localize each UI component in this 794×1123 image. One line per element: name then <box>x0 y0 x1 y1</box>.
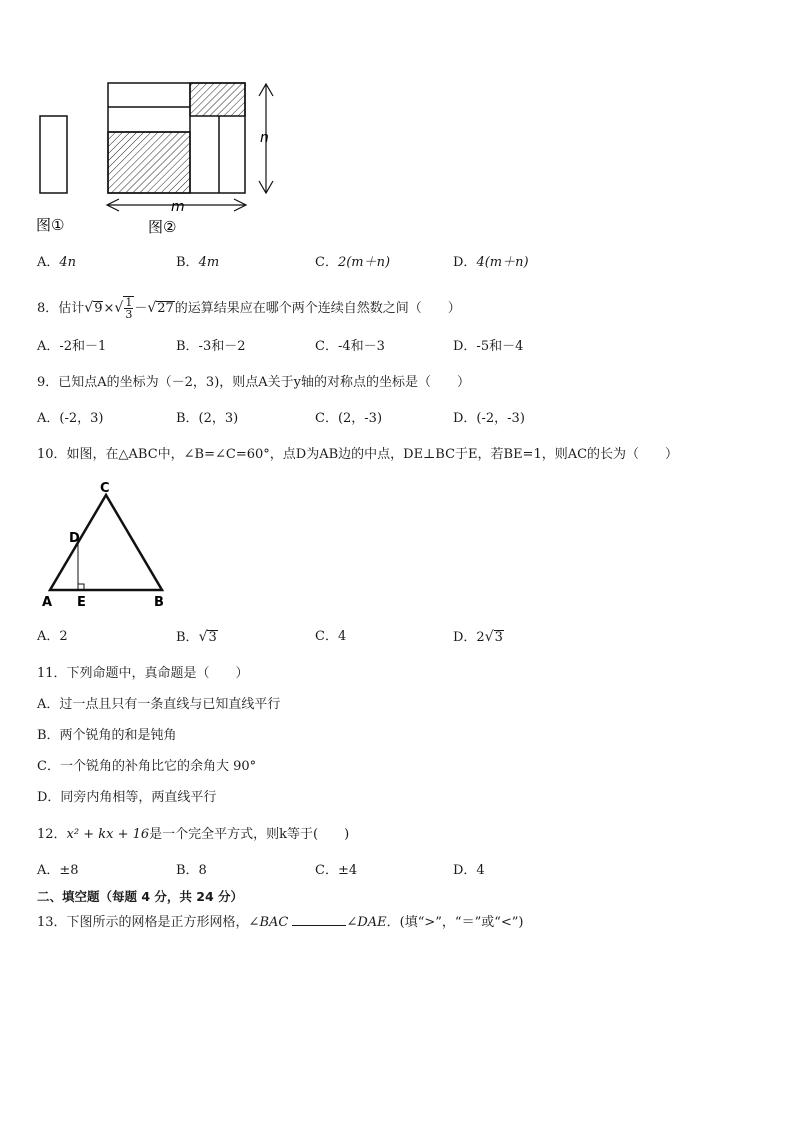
q10-option-d: D．2√3 <box>453 629 503 645</box>
q9-stem: 9．已知点A的坐标为（－2，3)，则点A关于y轴的对称点的坐标是（ ） <box>37 375 471 390</box>
q8-option-b: B．-3和－2 <box>176 339 246 354</box>
fig2-hatched-small <box>190 83 245 116</box>
q11-option-b: B．两个锐角的和是钝角 <box>37 728 177 743</box>
q7-b-value: 4m <box>198 255 220 270</box>
q8-option-c: C．-4和－3 <box>315 339 385 354</box>
q7-figure <box>30 76 290 240</box>
triangle-abc <box>50 495 162 590</box>
q7-c-value: 2(m＋n) <box>337 255 391 270</box>
q10-stem: 10．如图，在△ABC中，∠B=∠C=60°，点D为AB边的中点，DE⊥BC于E，若BE=1，则AC的长为（ ） <box>37 447 679 462</box>
q7-option-a <box>37 254 76 272</box>
q13-suffix: ．(填“>”，“＝”或“<”) <box>386 915 524 930</box>
q8-stem: 8．估计√9×√ $\frac{1}{3}$ －√27的运算结果应在哪个两个连续自然数之间（ ） <box>37 296 461 321</box>
q8-suffix: 的运算结果应在哪个两个连续自然数之间（ ） <box>174 301 461 316</box>
q10-b-prefix: B． <box>176 630 199 645</box>
vertex-d: D <box>69 531 80 546</box>
q13-angle-dae: ∠DAE <box>346 915 387 930</box>
q7-option-c <box>315 254 390 272</box>
vertex-e: E <box>77 595 86 610</box>
q8-frac-den: 3 <box>125 308 133 321</box>
vertex-b: B <box>154 595 164 610</box>
q10-d-radicand: 3 <box>494 630 503 645</box>
fig2-label: 图② <box>148 218 177 236</box>
q9-option-d: D．(-2，-3) <box>453 411 525 426</box>
q7-a-value: 4n <box>59 255 77 270</box>
fig1-label: 图① <box>36 216 65 234</box>
q12-option-c: C．±4 <box>315 863 358 878</box>
q10-triangle-figure <box>36 478 176 612</box>
q12-suffix: 是一个完全平方式，则k等于( ) <box>149 827 350 842</box>
q8-times: × <box>103 301 115 316</box>
fig2-m-label: m <box>171 199 185 215</box>
q11-option-a: A．过一点且只有一条直线与已知直线平行 <box>37 697 281 712</box>
q7-a-prefix: A． <box>37 255 60 270</box>
q7-option-d <box>453 254 529 272</box>
section-fill-in-title: 二、填空题（每题 4 分，共 24 分） <box>37 889 244 904</box>
q10-option-c: C．4 <box>315 629 347 644</box>
q7-d-value: 4(m＋n) <box>476 255 529 270</box>
q9-option-c: C．(2，-3) <box>315 411 383 426</box>
vertex-c: C <box>100 481 110 496</box>
vertex-a: A <box>42 595 53 610</box>
q12-stem <box>37 826 349 844</box>
q10-option-b: B．√3 <box>176 629 217 645</box>
q7-c-prefix: C． <box>315 255 338 270</box>
q7-b-prefix: B． <box>176 255 199 270</box>
q12-option-a: A．±8 <box>37 863 79 878</box>
q10-b-radicand: 3 <box>208 630 217 645</box>
fig1-rectangle <box>40 116 67 193</box>
q8-option-a: A．-2和－1 <box>37 339 107 354</box>
q13-stem <box>37 913 523 932</box>
q12-prefix: 12． <box>37 827 67 842</box>
q8-radicand-2: 27 <box>157 301 174 316</box>
q9-option-a: A．(-2，3) <box>37 411 104 426</box>
fig2-hatched-large <box>108 132 190 193</box>
q11-option-d: D．同旁内角相等，两直线平行 <box>37 790 217 805</box>
q8-minus: － <box>134 301 148 316</box>
q10-option-a: A．2 <box>37 629 68 644</box>
q9-option-b: B．(2，3) <box>176 411 239 426</box>
q13-prefix: 13．下图所示的网格是正方形网格， <box>37 915 249 930</box>
q12-option-d: D．4 <box>453 863 485 878</box>
q7-option-b <box>176 254 219 272</box>
q13-angle-bac: ∠BAC <box>248 915 289 930</box>
q8-radicand-1: 9 <box>94 301 103 316</box>
q12-option-b: B．8 <box>176 863 207 878</box>
q13-answer-blank[interactable] <box>292 913 346 926</box>
q11-stem: 11．下列命题中，真命题是（ ） <box>37 666 249 681</box>
q8-option-d: D．-5和－4 <box>453 339 524 354</box>
fig2-n-label: n <box>260 130 269 146</box>
q11-option-c: C．一个锐角的补角比它的余角大 90° <box>37 759 257 774</box>
q7-d-prefix: D． <box>453 255 477 270</box>
q8-frac-num: 1 <box>125 296 133 309</box>
q10-d-prefix: D．2 <box>453 630 485 645</box>
q8-prefix: 8．估计 <box>37 301 85 316</box>
q12-expression: x² + kx + 16 <box>66 827 150 842</box>
